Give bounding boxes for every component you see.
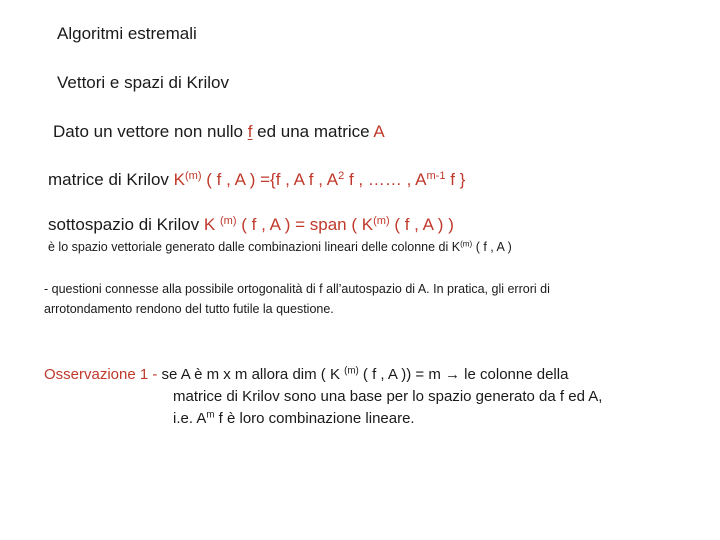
krilov-matrix-definition: matrice di Krilov $K^{(m)}$ ( f , A ) ={f , A f , $A^2$ f , …… , $A^{m-1}$ f } [48, 169, 466, 189]
observation-label: Osservazione 1 - [44, 366, 158, 383]
intro-statement: Dato un vettore non nullo f ed una matrice A [53, 122, 385, 141]
orthogonality-note: - questioni connesse alla possibile ortogonalità di f all’autospazio di A. In pratica, gli errori di arrotondamento rendono del tutto futile la questione. [44, 282, 550, 316]
matrix-a: A [373, 122, 385, 141]
page-title: Algoritmi estremali [57, 24, 197, 43]
observation-1: Osservazione 1 - se A è m x m allora dim ( K $^{(m)}$ ( f , A )) = m → le colonne della matrice di Krilov sono una base per lo spazio generato da f ed A, i.e. $A^m$ f è loro combinazione lineare. [44, 365, 603, 427]
section-subtitle: Vettori e spazi di Krilov [57, 73, 229, 92]
subspace-description: è lo spazio vettoriale generato dalle combinazioni lineari delle colonne di $K^{(m)}$ ( f , A ) [48, 239, 512, 254]
krilov-subspace-definition: sottospazio di Krilov K $^{(m)}$ ( f , A ) = span ( $K^{(m)}$ ( f , A ) ) [48, 214, 454, 234]
vector-f: f [247, 122, 253, 141]
